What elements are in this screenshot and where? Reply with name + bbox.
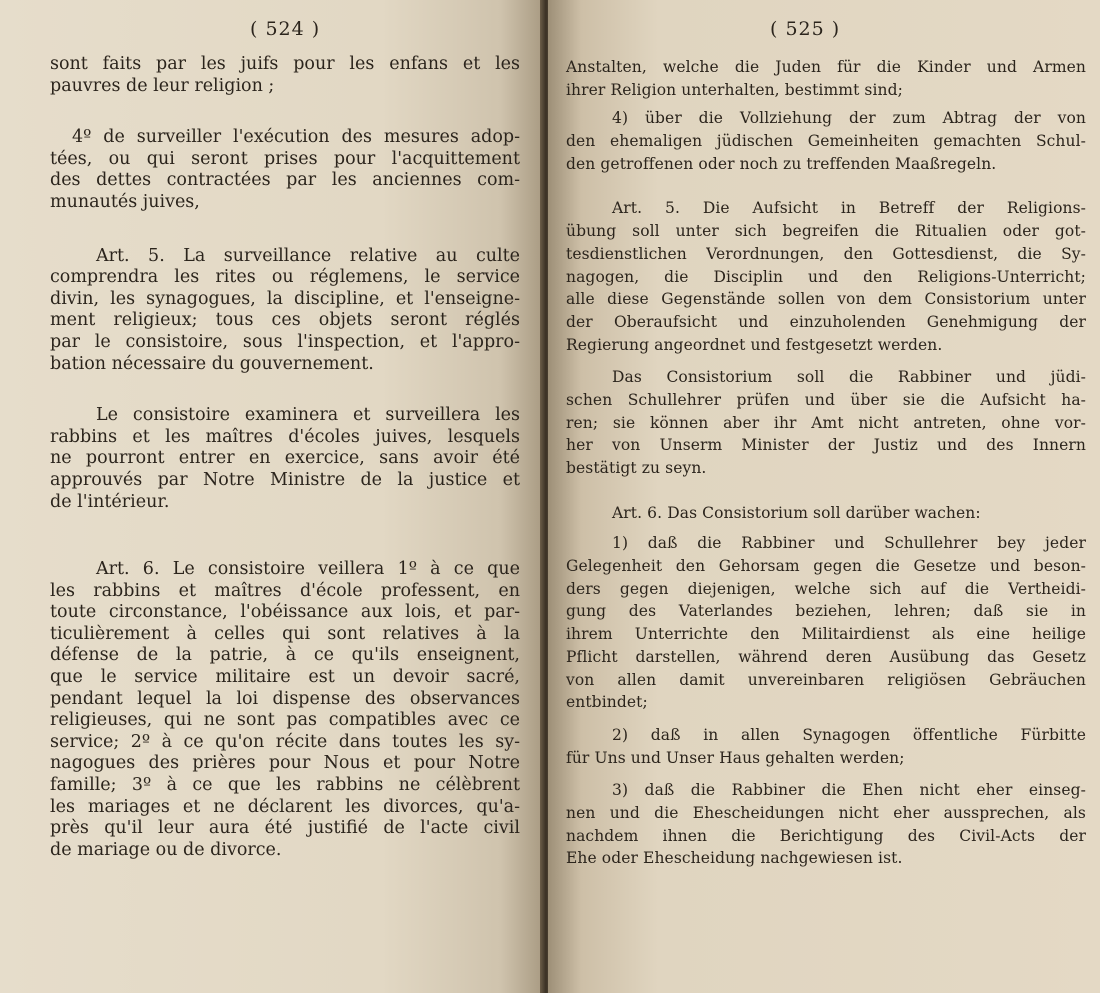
text-line: Ehe oder Ehescheidung nachgewiesen ist. bbox=[566, 849, 903, 868]
text-line: munautés juives, bbox=[50, 191, 200, 212]
text-line: religieuses, qui ne sont pas compatibles avec ce bbox=[50, 710, 520, 731]
text-line: Art. 5. La surveillance relative au culte bbox=[96, 245, 520, 266]
text-line: von allen damit unvereinbaren religiösen Gebräuchen bbox=[566, 670, 1086, 689]
text-line: ihrer Religion unterhalten, bestimmt sind; bbox=[566, 80, 903, 99]
text-line: les rabbins et maîtres d'école professent, en bbox=[50, 580, 520, 601]
text-line: für Uns und Unser Haus gehalten werden; bbox=[566, 748, 905, 767]
right-page bbox=[548, 0, 1100, 993]
text-line: Pflicht darstellen, während deren Ausübung das Gesetz bbox=[566, 647, 1086, 666]
text-line: bation nécessaire du gouvernement. bbox=[50, 353, 374, 374]
text-line: gung des Vaterlandes beziehen, lehren; daß sie in bbox=[566, 602, 1086, 621]
text-line: nagogen, die Disciplin und den Religions-Unterricht; bbox=[566, 267, 1086, 286]
text-line: Anstalten, welche die Juden für die Kinder und Armen bbox=[566, 58, 1086, 76]
text-line: schen Schullehrer prüfen und über sie die Aufsicht ha- bbox=[566, 390, 1086, 409]
text-line: rabbins et les maîtres d'écoles juives, lesquels bbox=[50, 426, 520, 447]
text-line: des dettes contractées par les anciennes com- bbox=[50, 170, 520, 191]
text-line: den ehemaligen jüdischen Gemeinheiten gemachten Schul- bbox=[566, 132, 1086, 151]
text-line: que le service militaire est un devoir sacré, bbox=[50, 667, 520, 688]
text-line: près qu'il leur aura été justifié de l'acte civil bbox=[50, 818, 520, 839]
text-line: 4º de surveiller l'exécution des mesures adop- bbox=[72, 127, 520, 148]
right-page-text bbox=[566, 56, 1086, 870]
text-line: ders gegen diejenigen, welche sich auf die Vertheidi- bbox=[566, 579, 1086, 598]
text-line: der Oberaufsicht und einzuholenden Genehmigung der bbox=[566, 312, 1086, 331]
text-line: übung soll unter sich begreifen die Ritualien oder got- bbox=[566, 222, 1086, 241]
text-line: 4) über die Vollziehung der zum Abtrag der von bbox=[612, 109, 1086, 128]
text-line: tées, ou qui seront prises pour l'acquittement bbox=[50, 148, 520, 169]
text-line: Le consistoire examinera et surveillera les bbox=[96, 405, 520, 426]
text-line: Das Consistorium soll die Rabbiner und jüdi- bbox=[612, 368, 1086, 387]
text-line: divin, les synagogues, la discipline, et l'enseigne- bbox=[50, 288, 520, 309]
text-line: her von Unserm Minister der Justiz und des Innern bbox=[566, 436, 1086, 455]
text-line: ne pourront entrer en exercice, sans avoir été bbox=[50, 448, 520, 469]
text-line: Art. 6. Le consistoire veillera 1º à ce que bbox=[96, 559, 520, 580]
text-line: toute circonstance, l'obéissance aux lois, et par- bbox=[50, 602, 520, 623]
text-line: alle diese Gegenstände sollen von dem Consistorium unter bbox=[566, 290, 1086, 309]
text-line: nen und die Ehescheidungen nicht eher aussprechen, als bbox=[566, 803, 1086, 822]
text-line: 3) daß die Rabbiner die Ehen nicht eher einseg- bbox=[612, 781, 1086, 800]
text-line: les mariages et ne déclarent les divorces, qu'a- bbox=[50, 796, 520, 817]
text-line: nagogues des prières pour Nous et pour Notre bbox=[50, 753, 520, 774]
text-line: par le consistoire, sous l'inspection, et l'appro- bbox=[50, 331, 520, 352]
left-page-text bbox=[50, 54, 520, 861]
text-line: service; 2º à ce qu'on récite dans toutes les sy- bbox=[50, 731, 520, 752]
text-line: 1) daß die Rabbiner und Schullehrer bey jeder bbox=[612, 534, 1086, 553]
text-line: famille; 3º à ce que les rabbins ne célèbrent bbox=[50, 775, 520, 796]
text-line: pendant lequel la loi dispense des observances bbox=[50, 688, 520, 709]
text-line: ren; sie können aber ihr Amt nicht antreten, ohne vor- bbox=[566, 413, 1086, 432]
page-number: ( 524 ) bbox=[250, 18, 321, 40]
text-line: ticulièrement à celles qui sont relatives à la bbox=[50, 623, 520, 644]
left-page bbox=[0, 0, 544, 993]
text-line: ment religieux; tous ces objets seront réglés bbox=[50, 310, 520, 331]
text-line: pauvres de leur religion ; bbox=[50, 75, 275, 96]
text-line: de l'intérieur. bbox=[50, 491, 170, 512]
text-line: sont faits par les juifs pour les enfans et les bbox=[50, 54, 520, 74]
text-line: Regierung angeordnet und festgesetzt werden. bbox=[566, 335, 943, 354]
text-line: Art. 5. Die Aufsicht in Betreff der Religions- bbox=[612, 199, 1086, 218]
text-line: den getroffenen oder noch zu treffenden Maaßregeln. bbox=[566, 154, 997, 173]
text-line: tesdienstlichen Verordnungen, den Gottesdienst, die Sy- bbox=[566, 244, 1086, 263]
text-line: de mariage ou de divorce. bbox=[50, 839, 282, 860]
page-number: ( 525 ) bbox=[770, 18, 841, 40]
text-line: ihrem Unterrichte den Militairdienst als eine heilige bbox=[566, 625, 1086, 644]
text-line: Gelegenheit den Gehorsam gegen die Gesetze und beson- bbox=[566, 557, 1086, 576]
text-line: approuvés par Notre Ministre de la justice et bbox=[50, 469, 520, 490]
text-line: entbindet; bbox=[566, 693, 648, 712]
text-line: comprendra les rites ou réglemens, le service bbox=[50, 267, 520, 288]
text-line: Art. 6. Das Consistorium soll darüber wachen: bbox=[612, 503, 981, 522]
text-line: 2) daß in allen Synagogen öffentliche Fürbitte bbox=[612, 725, 1086, 744]
text-line: défense de la patrie, à ce qu'ils enseignent, bbox=[50, 645, 520, 666]
text-line: bestätigt zu seyn. bbox=[566, 459, 707, 477]
text-line: nachdem ihnen die Berichtigung des Civil-Acts der bbox=[566, 826, 1086, 845]
